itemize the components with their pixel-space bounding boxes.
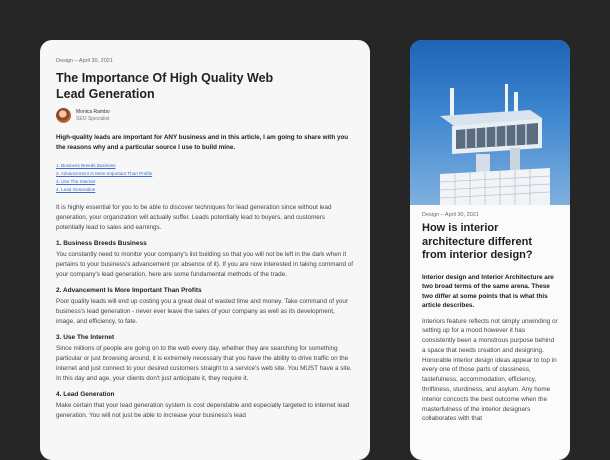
article-body: Interiors feature reflects not simply unwinding or setting up for a mood however it has consistently been a monstrous purpose behind a space that needs creation and designing. Honorable interior design ideas appear to top in every one of those parts of classiness, tastefulness, accommodation, efficiency, thriftiness, sturdiness, and asylum. Any home interior concocts the best outcome when the masterfulness of the interior designers collaborates with that (422, 317, 558, 423)
section-heading: 3. Use The Internet (56, 334, 115, 341)
article-hero-image[interactable] (410, 40, 570, 205)
toc-link[interactable]: 1. Business Breeds Business (56, 163, 116, 168)
article-title[interactable]: The Importance Of High Quality Web Lead Generation (56, 71, 274, 101)
author-role: SEO Specialist (76, 115, 110, 122)
article-body (56, 203, 354, 421)
article-card-interior-architecture[interactable] (410, 40, 570, 460)
section-heading: 1. Business Breeds Business (56, 240, 147, 247)
article-meta: Design – April 30, 2021 (422, 212, 479, 218)
article-intro: It is highly essential for you to be able to discover techniques for lead generation since without lead generation, your organization will actually suffer. Leads potentially lead to buyers, and customers potentially lead to sales and earnings. (56, 204, 332, 231)
section-heading: 4. Lead Generation (56, 391, 115, 398)
toc-link[interactable]: 3. Use The Internet (56, 179, 96, 184)
avatar (56, 108, 71, 123)
article-card-lead-generation[interactable] (40, 40, 370, 460)
toc-link[interactable]: 4. Lead Generation (56, 187, 96, 192)
article-meta: Design – April 30, 2021 (56, 58, 113, 64)
section-text: You constantly need to monitor your company's list building so that you will not be left in the dark when it pertains to your business's advancement (or absence of it). If you are now interested in taking command of your company's lead generation, here are some fundamental methods of the trade. (56, 251, 353, 278)
toc-link[interactable]: 2. Advancement Is More Important Than Profits (56, 171, 153, 176)
section-heading: 2. Advancement Is More Important Than Profits (56, 287, 202, 294)
section-text: Poor quality leads will end up costing you a great deal of wasted time and money. Take command of your business's lead generation - never ever leave the sales of your company as well as its development, image, and efficiency, to fate. (56, 298, 349, 325)
table-of-contents (56, 162, 354, 194)
author-name: Monica Rambo (76, 108, 110, 115)
article-lead: Interior design and Interior Architecture are two broad terms of the same arena. These two differ at some points that is what this article describes. (422, 273, 554, 309)
article-lead: High-quality leads are important for ANY business and in this article, I am going to share with you the reasons why and a particular source I use to build mine. (56, 134, 349, 151)
author-block (56, 108, 354, 123)
section-text: Since millions of people are going on to the web every day, whether they are searching for something particular or just browsing around, it is extremely necessary that you have the ability to drive traffic on the internet and just connect to your desired customers straight to a service's web site. You MUST have a site. In this day and age, your clients don't just anticipate it, they require it. (56, 345, 352, 382)
section-text: Make certain that your lead generation system is cost dependable and especially targeted to internet lead generation. You will not just be able to increase your business's lead (56, 402, 350, 419)
article-title[interactable]: How is interior architecture different from interior design? (422, 222, 533, 261)
tower-building-image (410, 40, 570, 205)
